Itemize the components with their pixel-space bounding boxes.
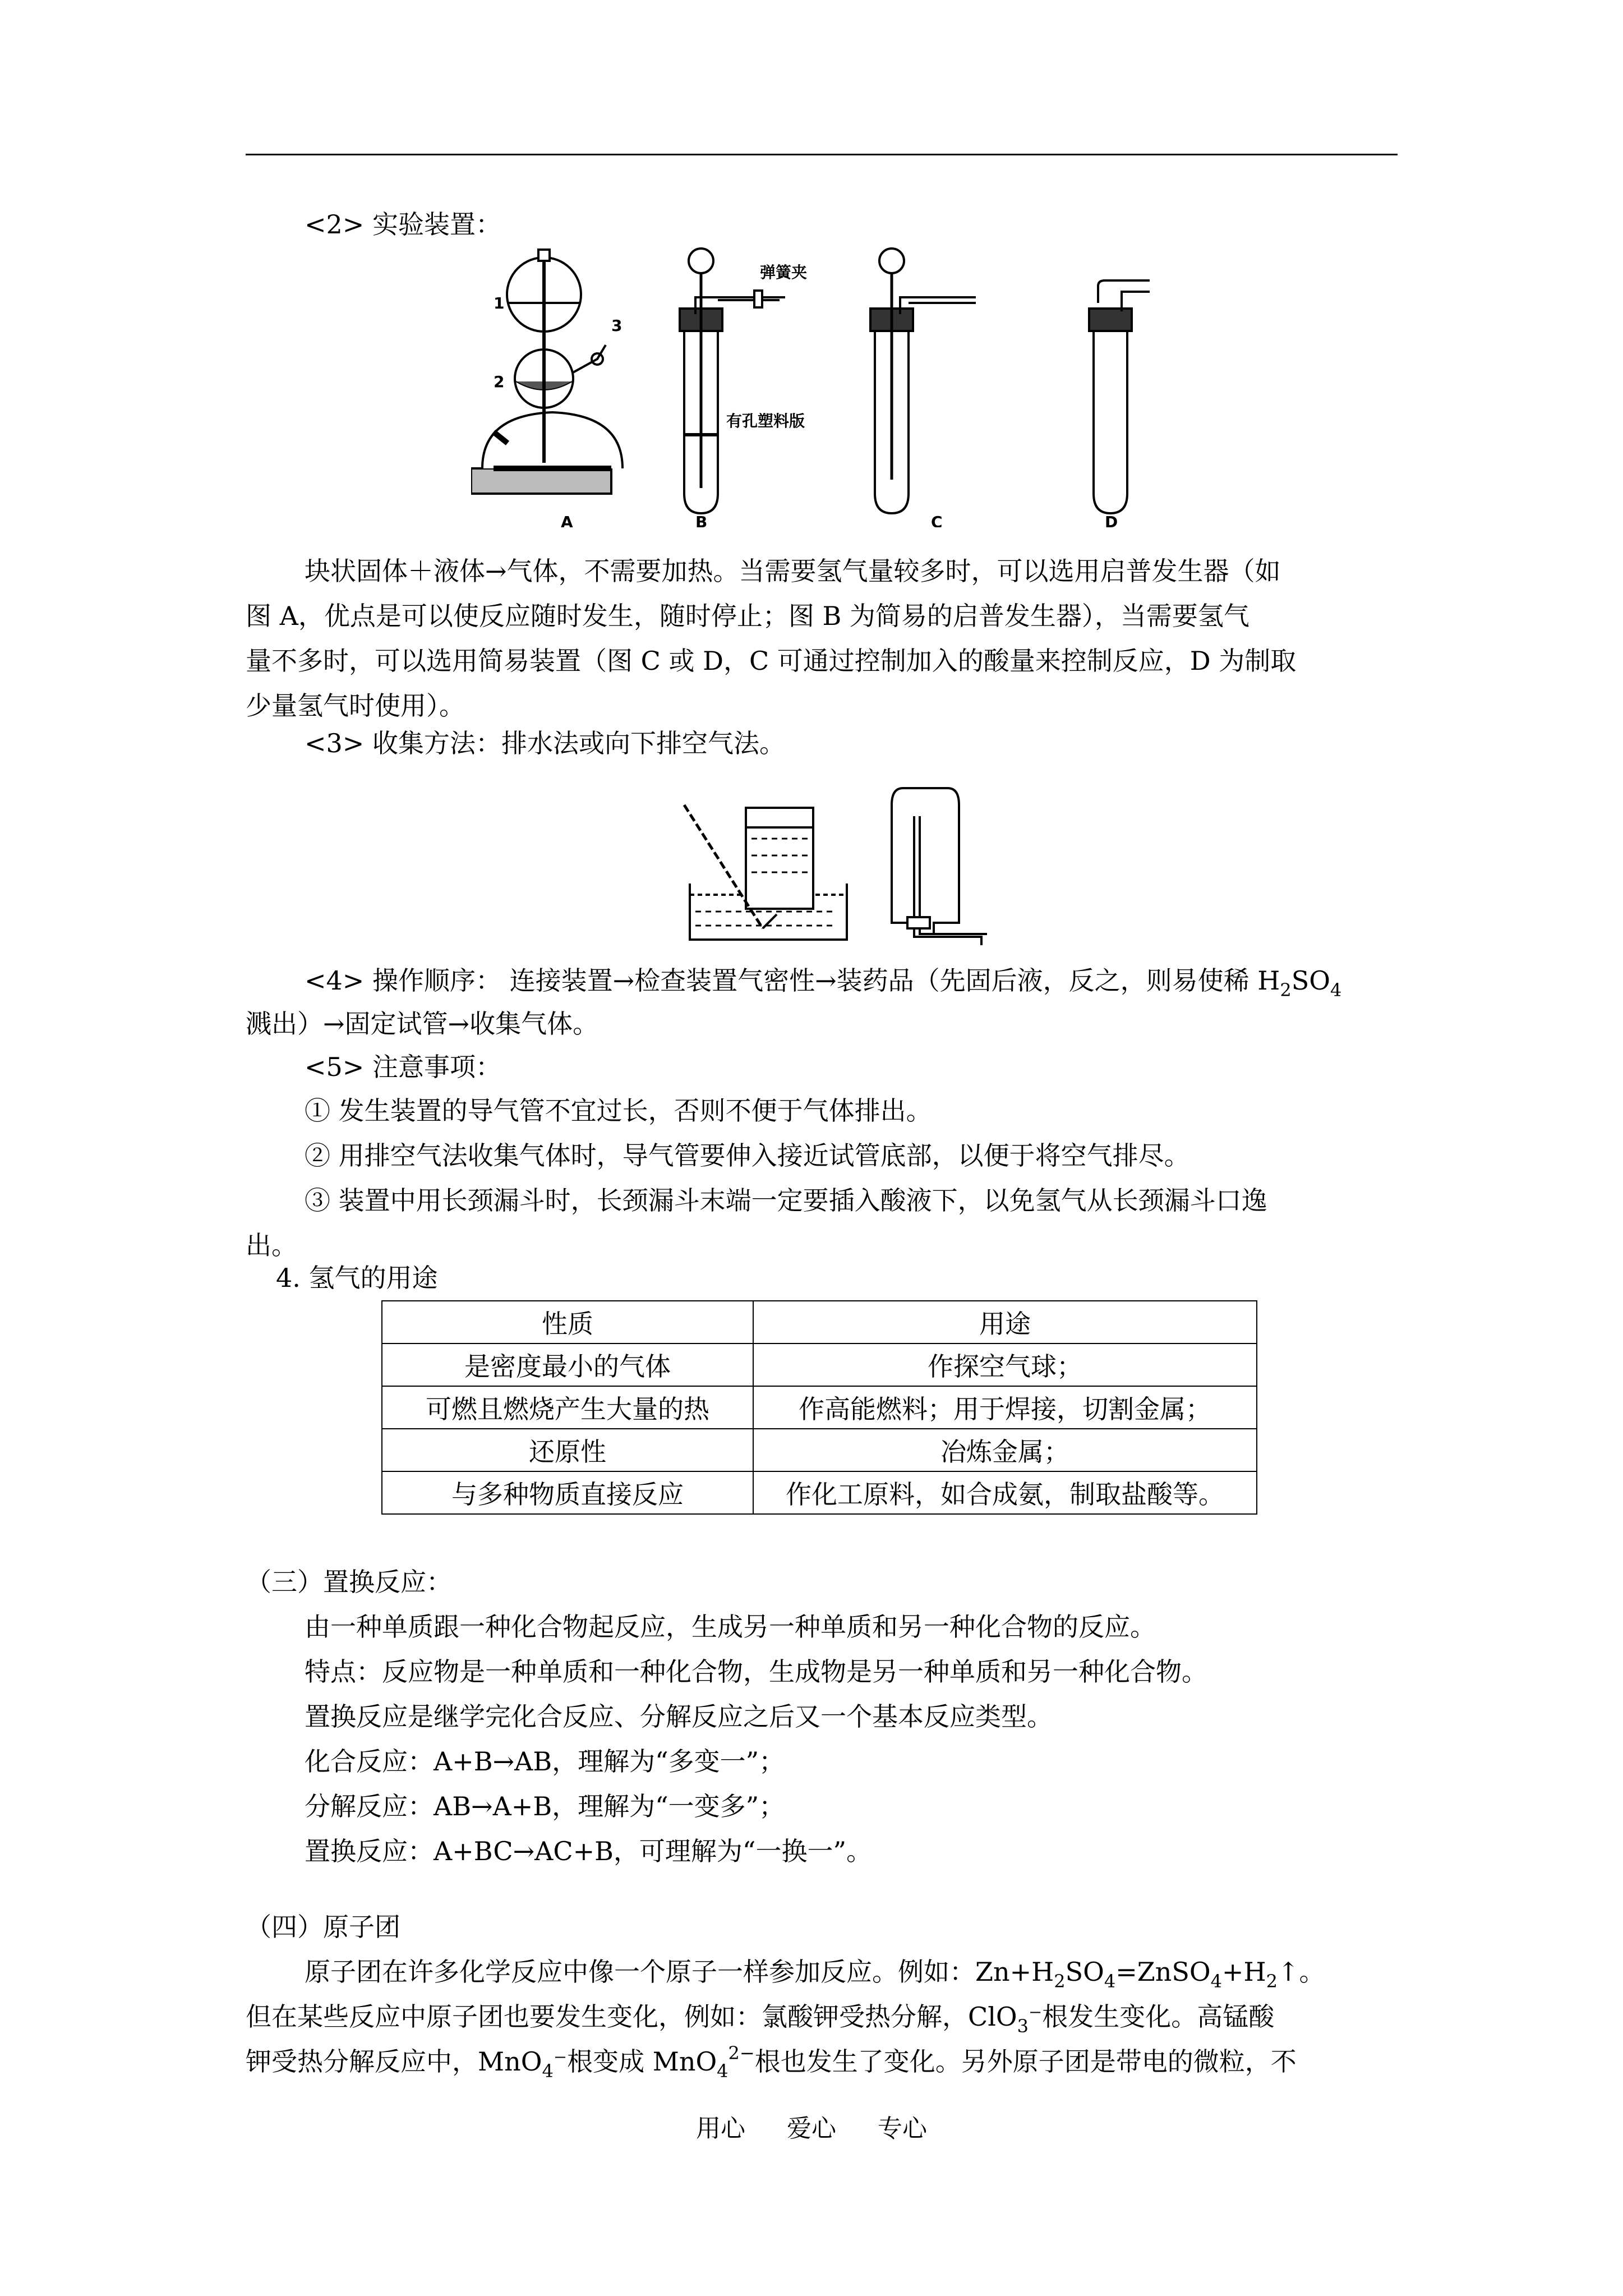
table-row — [382, 1343, 1257, 1386]
section2-para-line1: 块状固体＋液体→气体，不需要加热。当需要氢气量较多时，可以选用启普发生器（如 — [305, 556, 1281, 586]
fig-a-label-3: 3 — [611, 316, 623, 335]
table-row — [382, 1386, 1257, 1429]
section5-heading: <5> 注意事项： — [305, 1052, 501, 1082]
table-row — [382, 1471, 1257, 1514]
replacement-line1: 由一种单质跟一种化合物起反应，生成另一种单质和另一种化合物的反应。 — [305, 1612, 1156, 1642]
section2-para-line4: 少量氢气时使用）。 — [246, 691, 465, 721]
replacement-line4: 化合反应：A+B→AB，理解为“多变一”； — [305, 1746, 785, 1777]
table-cell: 作高能燃料；用于焊接，切割金属； — [753, 1386, 1257, 1429]
table-cell: 还原性 — [382, 1429, 753, 1471]
note-item-2: ② 用排空气法收集气体时，导气管要伸入接近试管底部，以便于将空气排尽。 — [305, 1140, 1190, 1171]
table-cell: 可燃且燃烧产生大量的热 — [382, 1386, 753, 1429]
table-header-use: 用途 — [753, 1301, 1257, 1343]
fig-caption-d: D — [1105, 513, 1118, 527]
section2-heading: <2> 实验装置： — [305, 209, 501, 240]
replacement-line2: 特点：反应物是一种单质和一种化合物，生成物是另一种单质和另一种化合物。 — [305, 1657, 1207, 1687]
fig-caption-c: C — [931, 513, 943, 527]
section3-heading: <3> 收集方法：排水法或向下排空气法。 — [305, 728, 785, 758]
fig-a-label-2: 2 — [494, 372, 505, 391]
fig-b-clip-label: 弹簧夹 — [760, 263, 808, 282]
uses-heading: 4. 氢气的用途 — [276, 1263, 438, 1293]
table-header-row — [382, 1301, 1257, 1343]
table-cell: 作化工原料，如合成氨，制取盐酸等。 — [753, 1471, 1257, 1514]
replacement-line6: 置换反应：A+BC→AC+B，可理解为“一换一”。 — [305, 1836, 872, 1866]
section2-para-line3: 量不多时，可以选用简易装置（图 C 或 D，C 可通过控制加入的酸量来控制反应，D 为制取 — [246, 646, 1297, 676]
fig-caption-b: B — [695, 513, 708, 527]
section4-line1: <4> 操作顺序： 连接装置→检查装置气密性→装药品（先固后液，反之，则易使稀 $H_2SO_4$ — [305, 965, 1342, 1001]
fig-b-plate-label: 有孔塑料版 — [726, 412, 805, 430]
table-cell: 是密度最小的气体 — [382, 1343, 753, 1386]
atomic-group-line3: 钾受热分解反应中，MnO$_4$⁻根变成 MnO$_4^{2-}$根也发生了变化。另外原子团是带电的微粒，不 — [246, 2042, 1297, 2082]
replacement-heading: （三）置换反应： — [246, 1567, 452, 1597]
note-item-3-line2: 出。 — [246, 1230, 297, 1260]
page-footer: 用心 爱心 专心 — [696, 2114, 927, 2143]
replacement-line3: 置换反应是继学完化合反应、分解反应之后又一个基本反应类型。 — [305, 1701, 1053, 1732]
fig-a-label-1: 1 — [494, 294, 505, 312]
apparatus-figure — [471, 247, 1155, 527]
table-row — [382, 1429, 1257, 1471]
table-header-property: 性质 — [382, 1301, 753, 1343]
table-cell: 冶炼金属； — [753, 1429, 1257, 1471]
note-item-3-line1: ③ 装置中用长颈漏斗时，长颈漏斗末端一定要插入酸液下，以免氢气从长颈漏斗口逸 — [305, 1185, 1267, 1216]
header-rule — [246, 154, 1398, 155]
section4-line2: 溅出）→固定试管→收集气体。 — [246, 1009, 599, 1039]
table-cell: 作探空气球； — [753, 1343, 1257, 1386]
atomic-group-line1: 原子团在许多化学反应中像一个原子一样参加反应。例如：$Zn+H_2SO_4=ZnSO_4+H_2↑$。 — [305, 1957, 1325, 1992]
atomic-group-line2: 但在某些反应中原子团也要发生变化，例如：氯酸钾受热分解，ClO$_3$⁻根发生变化。高锰酸 — [246, 2001, 1275, 2037]
collection-figure — [679, 783, 993, 951]
note-item-1: ① 发生装置的导气管不宜过长，否则不便于气体排出。 — [305, 1096, 932, 1126]
fig-caption-a: A — [561, 513, 573, 527]
replacement-line5: 分解反应：AB→A+B，理解为“一变多”； — [305, 1791, 785, 1821]
section2-para-line2: 图 A，优点是可以使反应随时发生，随时停止；图 B 为简易的启普发生器），当需要氢气 — [246, 601, 1249, 631]
uses-table — [381, 1300, 1257, 1515]
table-cell: 与多种物质直接反应 — [382, 1471, 753, 1514]
atomic-group-heading: （四）原子团 — [246, 1912, 400, 1942]
